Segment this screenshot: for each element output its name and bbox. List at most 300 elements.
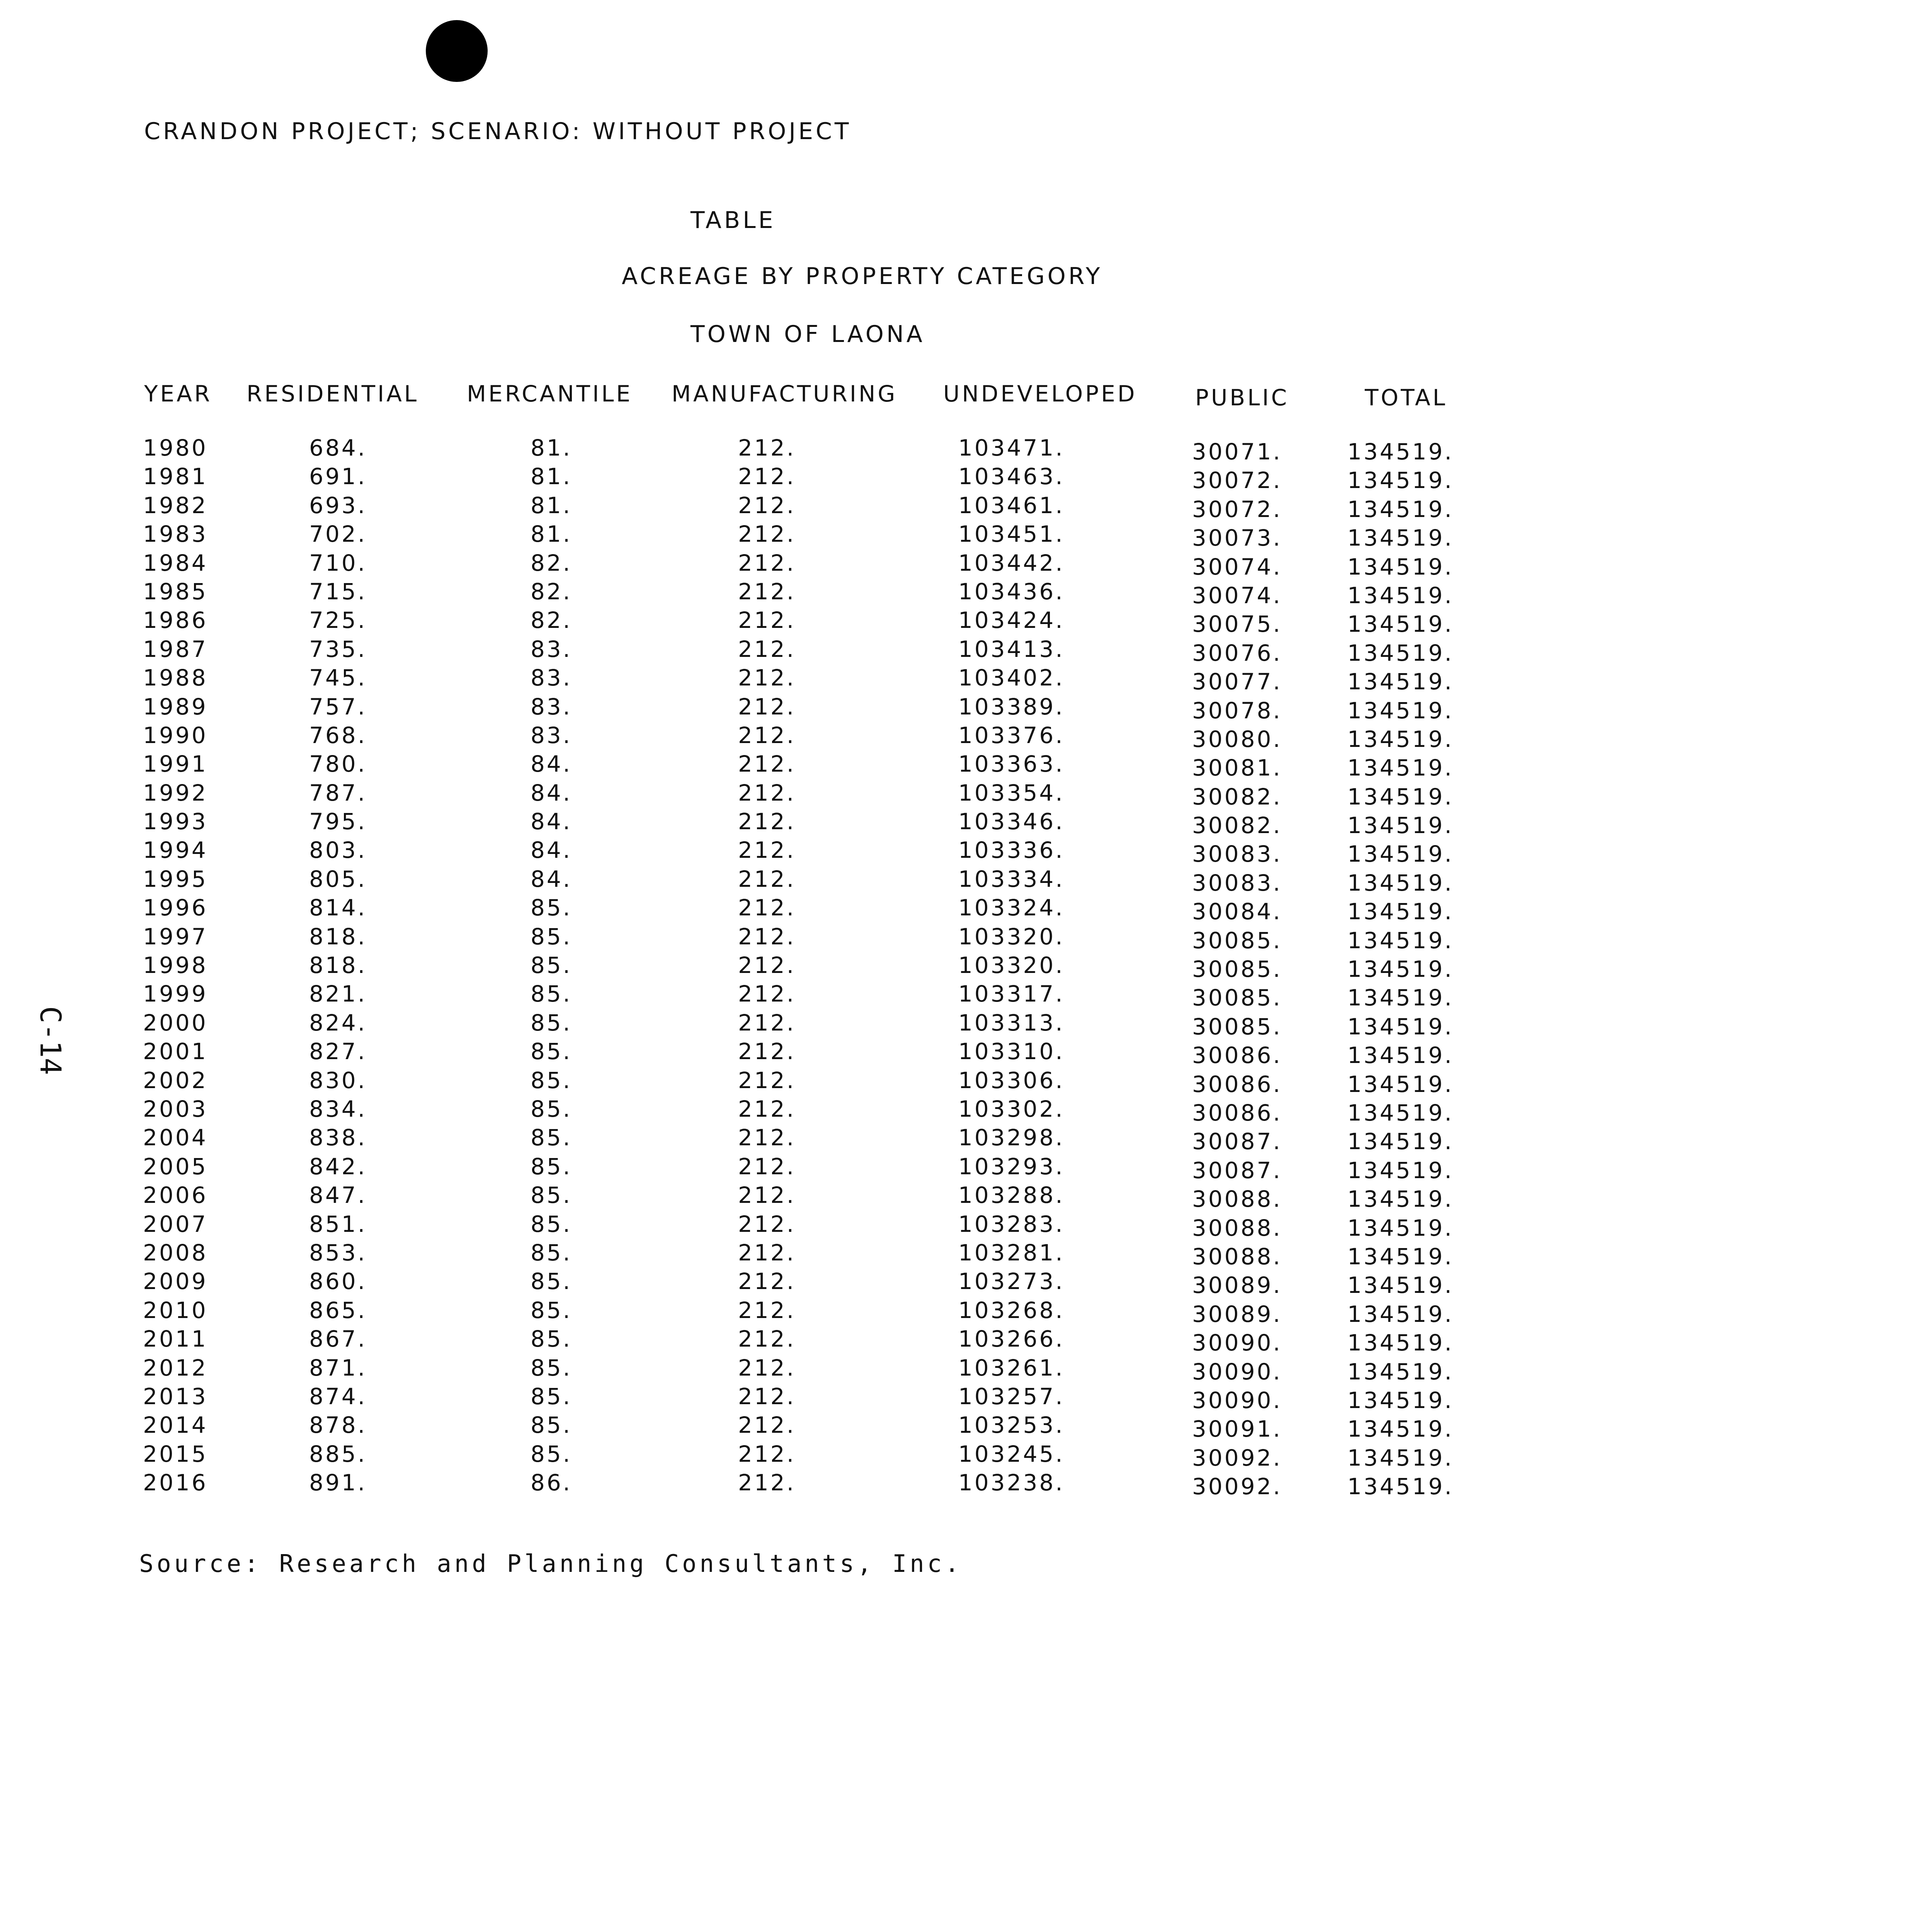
table-row: [0, 1326, 1546, 1354]
cell-undeveloped: 103424.: [958, 607, 1065, 634]
table-row: [0, 1268, 1546, 1297]
cell-manufacturing: 212.: [738, 952, 796, 979]
table-row: [0, 722, 1546, 751]
cell-public: 30090.: [1192, 1387, 1282, 1413]
cell-undeveloped: 103320.: [958, 952, 1065, 979]
cell-mercantile: 85.: [531, 1211, 572, 1237]
cell-public: 30091.: [1192, 1416, 1282, 1442]
table-row: [0, 1441, 1546, 1469]
cell-total: 134519.: [1347, 697, 1454, 724]
cell-public: 30074.: [1192, 553, 1282, 580]
cell-year: 2000: [143, 1009, 208, 1036]
table-row: [0, 866, 1546, 895]
cell-public: 30085.: [1192, 927, 1282, 954]
cell-year: 2012: [143, 1354, 208, 1381]
cell-mercantile: 85.: [531, 1153, 572, 1180]
cell-undeveloped: 103253.: [958, 1412, 1065, 1439]
cell-public: 30086.: [1192, 1042, 1282, 1069]
cell-public: 30089.: [1192, 1301, 1282, 1327]
cell-undeveloped: 103313.: [958, 1009, 1065, 1036]
cell-year: 1997: [143, 923, 208, 950]
cell-residential: 725.: [309, 607, 367, 634]
cell-year: 2002: [143, 1067, 208, 1094]
cell-year: 1990: [143, 722, 208, 748]
table-row: [0, 550, 1546, 578]
cell-mercantile: 81.: [531, 435, 572, 461]
cell-manufacturing: 212.: [738, 981, 796, 1007]
cell-undeveloped: 103451.: [958, 521, 1065, 548]
cell-mercantile: 83.: [531, 693, 572, 720]
cell-total: 134519.: [1347, 956, 1454, 983]
table-row: [0, 1211, 1546, 1240]
cell-residential: 874.: [309, 1383, 367, 1410]
table-body: [0, 435, 1546, 1498]
cell-public: 30088.: [1192, 1186, 1282, 1213]
cell-undeveloped: 103471.: [958, 435, 1065, 461]
cell-total: 134519.: [1347, 1387, 1454, 1413]
cell-year: 1989: [143, 693, 208, 720]
cell-undeveloped: 103261.: [958, 1354, 1065, 1381]
project-scenario-line: CRANDON PROJECT; SCENARIO: WITHOUT PROJECT: [144, 118, 852, 145]
cell-undeveloped: 103324.: [958, 895, 1065, 921]
table-row: [0, 1469, 1546, 1498]
cell-residential: 865.: [309, 1297, 367, 1323]
table-row: [0, 1067, 1546, 1096]
cell-residential: 891.: [309, 1469, 367, 1496]
cell-year: 1991: [143, 751, 208, 777]
cell-year: 1988: [143, 665, 208, 691]
cell-undeveloped: 103298.: [958, 1124, 1065, 1151]
cell-mercantile: 84.: [531, 808, 572, 835]
table-row: [0, 521, 1546, 549]
cell-residential: 787.: [309, 779, 367, 806]
cell-total: 134519.: [1347, 1214, 1454, 1241]
cell-public: 30072.: [1192, 496, 1282, 522]
cell-public: 30082.: [1192, 783, 1282, 810]
cell-manufacturing: 212.: [738, 1009, 796, 1036]
column-header-total: TOTAL: [1365, 384, 1447, 411]
table-row: [0, 1412, 1546, 1440]
cell-public: 30090.: [1192, 1330, 1282, 1356]
cell-manufacturing: 212.: [738, 751, 796, 777]
table-row: [0, 1297, 1546, 1326]
cell-residential: 853.: [309, 1239, 367, 1266]
column-header-residential: RESIDENTIAL: [247, 381, 419, 407]
cell-manufacturing: 212.: [738, 1326, 796, 1352]
cell-total: 134519.: [1347, 467, 1454, 494]
cell-residential: 691.: [309, 463, 367, 490]
cell-mercantile: 85.: [531, 1067, 572, 1094]
cell-total: 134519.: [1347, 841, 1454, 867]
cell-year: 1992: [143, 779, 208, 806]
cell-manufacturing: 212.: [738, 578, 796, 605]
cell-manufacturing: 212.: [738, 808, 796, 835]
cell-public: 30090.: [1192, 1358, 1282, 1385]
column-header-public: PUBLIC: [1195, 384, 1289, 411]
cell-year: 1996: [143, 895, 208, 921]
cell-undeveloped: 103306.: [958, 1067, 1065, 1094]
cell-undeveloped: 103463.: [958, 463, 1065, 490]
cell-year: 1998: [143, 952, 208, 979]
cell-mercantile: 85.: [531, 1239, 572, 1266]
cell-residential: 818.: [309, 952, 367, 979]
cell-undeveloped: 103293.: [958, 1153, 1065, 1180]
cell-total: 134519.: [1347, 1301, 1454, 1327]
column-header-undeveloped: UNDEVELOPED: [943, 381, 1137, 407]
cell-mercantile: 85.: [531, 923, 572, 950]
table-row: [0, 1240, 1546, 1268]
table-row: [0, 1383, 1546, 1412]
cell-mercantile: 85.: [531, 1326, 572, 1352]
cell-year: 2008: [143, 1239, 208, 1266]
cell-year: 2005: [143, 1153, 208, 1180]
cell-residential: 851.: [309, 1211, 367, 1237]
cell-year: 1993: [143, 808, 208, 835]
cell-public: 30074.: [1192, 582, 1282, 609]
cell-manufacturing: 212.: [738, 1182, 796, 1209]
cell-public: 30085.: [1192, 1013, 1282, 1040]
cell-residential: 871.: [309, 1354, 367, 1381]
cell-manufacturing: 212.: [738, 1124, 796, 1151]
cell-mercantile: 82.: [531, 549, 572, 576]
cell-manufacturing: 212.: [738, 1268, 796, 1295]
cell-undeveloped: 103257.: [958, 1383, 1065, 1410]
cell-total: 134519.: [1347, 525, 1454, 551]
cell-residential: 745.: [309, 665, 367, 691]
cell-manufacturing: 212.: [738, 722, 796, 748]
cell-total: 134519.: [1347, 1358, 1454, 1385]
cell-total: 134519.: [1347, 726, 1454, 752]
cell-mercantile: 85.: [531, 1440, 572, 1467]
cell-public: 30092.: [1192, 1473, 1282, 1500]
table-row: [0, 1153, 1546, 1182]
cell-undeveloped: 103288.: [958, 1182, 1065, 1209]
cell-mercantile: 82.: [531, 607, 572, 634]
cell-public: 30078.: [1192, 697, 1282, 724]
cell-total: 134519.: [1347, 783, 1454, 810]
cell-manufacturing: 212.: [738, 1297, 796, 1323]
cell-residential: 821.: [309, 981, 367, 1007]
cell-year: 2011: [143, 1326, 208, 1352]
cell-residential: 860.: [309, 1268, 367, 1295]
cell-manufacturing: 212.: [738, 1412, 796, 1439]
cell-undeveloped: 103283.: [958, 1211, 1065, 1237]
table-row: [0, 607, 1546, 636]
cell-undeveloped: 103402.: [958, 665, 1065, 691]
cell-public: 30087.: [1192, 1128, 1282, 1155]
cell-undeveloped: 103389.: [958, 693, 1065, 720]
table-row: [0, 837, 1546, 866]
cell-year: 2016: [143, 1469, 208, 1496]
cell-total: 134519.: [1347, 1272, 1454, 1299]
cell-total: 134519.: [1347, 898, 1454, 925]
cell-year: 2004: [143, 1124, 208, 1151]
table-row: [0, 636, 1546, 665]
cell-total: 134519.: [1347, 985, 1454, 1011]
cell-mercantile: 85.: [531, 895, 572, 921]
cell-year: 2006: [143, 1182, 208, 1209]
cell-manufacturing: 212.: [738, 1038, 796, 1065]
cell-public: 30075.: [1192, 611, 1282, 638]
cell-total: 134519.: [1347, 1157, 1454, 1184]
cell-manufacturing: 212.: [738, 1354, 796, 1381]
cell-mercantile: 85.: [531, 1182, 572, 1209]
table-subtitle: TOWN OF LAONA: [690, 321, 925, 348]
cell-total: 134519.: [1347, 1186, 1454, 1213]
cell-year: 1984: [143, 549, 208, 576]
cell-residential: 824.: [309, 1009, 367, 1036]
cell-residential: 710.: [309, 549, 367, 576]
cell-manufacturing: 212.: [738, 895, 796, 921]
table-row: [0, 952, 1546, 981]
cell-public: 30084.: [1192, 898, 1282, 925]
table-row: [0, 895, 1546, 923]
cell-residential: 834.: [309, 1095, 367, 1122]
cell-public: 30073.: [1192, 525, 1282, 551]
cell-public: 30087.: [1192, 1157, 1282, 1184]
table-label: TABLE: [690, 207, 776, 234]
cell-residential: 814.: [309, 895, 367, 921]
cell-manufacturing: 212.: [738, 435, 796, 461]
cell-mercantile: 81.: [531, 463, 572, 490]
cell-mercantile: 86.: [531, 1469, 572, 1496]
cell-residential: 693.: [309, 492, 367, 519]
cell-public: 30072.: [1192, 467, 1282, 494]
cell-total: 134519.: [1347, 1042, 1454, 1069]
cell-residential: 847.: [309, 1182, 367, 1209]
table-row: [0, 1355, 1546, 1383]
cell-manufacturing: 212.: [738, 1211, 796, 1237]
cell-residential: 780.: [309, 751, 367, 777]
cell-residential: 803.: [309, 837, 367, 864]
cell-residential: 838.: [309, 1124, 367, 1151]
table-row: [0, 780, 1546, 808]
cell-manufacturing: 212.: [738, 693, 796, 720]
cell-manufacturing: 212.: [738, 1239, 796, 1266]
cell-residential: 867.: [309, 1326, 367, 1352]
cell-manufacturing: 212.: [738, 1067, 796, 1094]
cell-public: 30088.: [1192, 1243, 1282, 1270]
table-title: ACREAGE BY PROPERTY CATEGORY: [622, 263, 1103, 290]
cell-public: 30086.: [1192, 1071, 1282, 1097]
cell-public: 30071.: [1192, 439, 1282, 465]
cell-undeveloped: 103317.: [958, 981, 1065, 1007]
table-row: [0, 435, 1546, 463]
cell-mercantile: 81.: [531, 492, 572, 519]
cell-undeveloped: 103442.: [958, 549, 1065, 576]
cell-residential: 702.: [309, 521, 367, 548]
cell-year: 1983: [143, 521, 208, 548]
cell-mercantile: 85.: [531, 1124, 572, 1151]
cell-undeveloped: 103413.: [958, 636, 1065, 662]
cell-public: 30083.: [1192, 869, 1282, 896]
table-row: [0, 1096, 1546, 1124]
cell-year: 2015: [143, 1440, 208, 1467]
binder-hole-left: [426, 20, 488, 82]
cell-mercantile: 84.: [531, 837, 572, 864]
cell-manufacturing: 212.: [738, 521, 796, 548]
cell-manufacturing: 212.: [738, 1095, 796, 1122]
cell-manufacturing: 212.: [738, 866, 796, 892]
cell-mercantile: 85.: [531, 981, 572, 1007]
cell-mercantile: 85.: [531, 1268, 572, 1295]
cell-mercantile: 85.: [531, 1038, 572, 1065]
cell-total: 134519.: [1347, 1444, 1454, 1471]
cell-total: 134519.: [1347, 1473, 1454, 1500]
cell-public: 30089.: [1192, 1272, 1282, 1299]
cell-undeveloped: 103334.: [958, 866, 1065, 892]
cell-total: 134519.: [1347, 1243, 1454, 1270]
table-row: [0, 578, 1546, 607]
cell-manufacturing: 212.: [738, 1440, 796, 1467]
column-header-year: YEAR: [144, 381, 213, 407]
cell-mercantile: 85.: [531, 1354, 572, 1381]
cell-undeveloped: 103436.: [958, 578, 1065, 605]
cell-mercantile: 83.: [531, 636, 572, 662]
cell-residential: 684.: [309, 435, 367, 461]
cell-public: 30082.: [1192, 812, 1282, 839]
table-row: [0, 1038, 1546, 1067]
cell-total: 134519.: [1347, 927, 1454, 954]
cell-manufacturing: 212.: [738, 923, 796, 950]
cell-total: 134519.: [1347, 439, 1454, 465]
cell-undeveloped: 103273.: [958, 1268, 1065, 1295]
cell-undeveloped: 103336.: [958, 837, 1065, 864]
cell-year: 2007: [143, 1211, 208, 1237]
cell-public: 30085.: [1192, 956, 1282, 983]
cell-mercantile: 85.: [531, 1383, 572, 1410]
cell-mercantile: 85.: [531, 1009, 572, 1036]
cell-total: 134519.: [1347, 1071, 1454, 1097]
cell-undeveloped: 103320.: [958, 923, 1065, 950]
cell-undeveloped: 103346.: [958, 808, 1065, 835]
cell-mercantile: 85.: [531, 1297, 572, 1323]
cell-mercantile: 83.: [531, 722, 572, 748]
column-header-manufacturing: MANUFACTURING: [672, 381, 898, 407]
cell-residential: 757.: [309, 693, 367, 720]
cell-year: 2001: [143, 1038, 208, 1065]
cell-mercantile: 81.: [531, 521, 572, 548]
cell-year: 1995: [143, 866, 208, 892]
cell-undeveloped: 103245.: [958, 1440, 1065, 1467]
table-row: [0, 694, 1546, 722]
cell-year: 2003: [143, 1095, 208, 1122]
cell-total: 134519.: [1347, 1099, 1454, 1126]
cell-total: 134519.: [1347, 639, 1454, 666]
cell-public: 30076.: [1192, 639, 1282, 666]
cell-undeveloped: 103238.: [958, 1469, 1065, 1496]
cell-public: 30088.: [1192, 1214, 1282, 1241]
cell-year: 1987: [143, 636, 208, 662]
cell-mercantile: 85.: [531, 1412, 572, 1439]
cell-manufacturing: 212.: [738, 1153, 796, 1180]
cell-total: 134519.: [1347, 1128, 1454, 1155]
cell-year: 1985: [143, 578, 208, 605]
cell-year: 2010: [143, 1297, 208, 1323]
cell-mercantile: 85.: [531, 952, 572, 979]
cell-manufacturing: 212.: [738, 779, 796, 806]
cell-total: 134519.: [1347, 869, 1454, 896]
page-number: C-14: [34, 1006, 67, 1075]
cell-residential: 805.: [309, 866, 367, 892]
cell-residential: 885.: [309, 1440, 367, 1467]
cell-manufacturing: 212.: [738, 1469, 796, 1496]
cell-public: 30083.: [1192, 841, 1282, 867]
cell-public: 30085.: [1192, 985, 1282, 1011]
cell-total: 134519.: [1347, 496, 1454, 522]
cell-residential: 827.: [309, 1038, 367, 1065]
cell-residential: 878.: [309, 1412, 367, 1439]
cell-mercantile: 84.: [531, 779, 572, 806]
cell-mercantile: 82.: [531, 578, 572, 605]
cell-undeveloped: 103461.: [958, 492, 1065, 519]
cell-public: 30081.: [1192, 755, 1282, 781]
cell-residential: 842.: [309, 1153, 367, 1180]
cell-undeveloped: 103376.: [958, 722, 1065, 748]
cell-manufacturing: 212.: [738, 837, 796, 864]
cell-residential: 735.: [309, 636, 367, 662]
cell-year: 2013: [143, 1383, 208, 1410]
cell-residential: 715.: [309, 578, 367, 605]
cell-undeveloped: 103281.: [958, 1239, 1065, 1266]
cell-mercantile: 85.: [531, 1095, 572, 1122]
cell-manufacturing: 212.: [738, 607, 796, 634]
cell-manufacturing: 212.: [738, 1383, 796, 1410]
cell-year: 1981: [143, 463, 208, 490]
cell-year: 1982: [143, 492, 208, 519]
cell-manufacturing: 212.: [738, 492, 796, 519]
table-row: [0, 1010, 1546, 1038]
table-row: [0, 923, 1546, 952]
cell-year: 2014: [143, 1412, 208, 1439]
cell-public: 30092.: [1192, 1444, 1282, 1471]
cell-year: 1999: [143, 981, 208, 1007]
cell-year: 1994: [143, 837, 208, 864]
cell-year: 1980: [143, 435, 208, 461]
cell-undeveloped: 103302.: [958, 1095, 1065, 1122]
table-row: [0, 665, 1546, 693]
cell-total: 134519.: [1347, 1013, 1454, 1040]
cell-mercantile: 83.: [531, 665, 572, 691]
cell-undeveloped: 103354.: [958, 779, 1065, 806]
cell-total: 134519.: [1347, 668, 1454, 695]
cell-undeveloped: 103268.: [958, 1297, 1065, 1323]
table-row: [0, 1182, 1546, 1211]
cell-public: 30086.: [1192, 1099, 1282, 1126]
cell-public: 30077.: [1192, 668, 1282, 695]
cell-total: 134519.: [1347, 1416, 1454, 1442]
table-row: [0, 751, 1546, 779]
table-row: [0, 1124, 1546, 1153]
cell-mercantile: 84.: [531, 751, 572, 777]
table-row: [0, 808, 1546, 837]
cell-residential: 795.: [309, 808, 367, 835]
cell-total: 134519.: [1347, 553, 1454, 580]
cell-year: 1986: [143, 607, 208, 634]
table-row: [0, 463, 1546, 492]
cell-residential: 818.: [309, 923, 367, 950]
cell-total: 134519.: [1347, 611, 1454, 638]
cell-total: 134519.: [1347, 812, 1454, 839]
cell-undeveloped: 103266.: [958, 1326, 1065, 1352]
cell-undeveloped: 103363.: [958, 751, 1065, 777]
table-row: [0, 492, 1546, 521]
table-row: [0, 981, 1546, 1009]
source-note: Source: Research and Planning Consultants, Inc.: [139, 1549, 963, 1578]
cell-manufacturing: 212.: [738, 549, 796, 576]
cell-total: 134519.: [1347, 1330, 1454, 1356]
cell-mercantile: 84.: [531, 866, 572, 892]
